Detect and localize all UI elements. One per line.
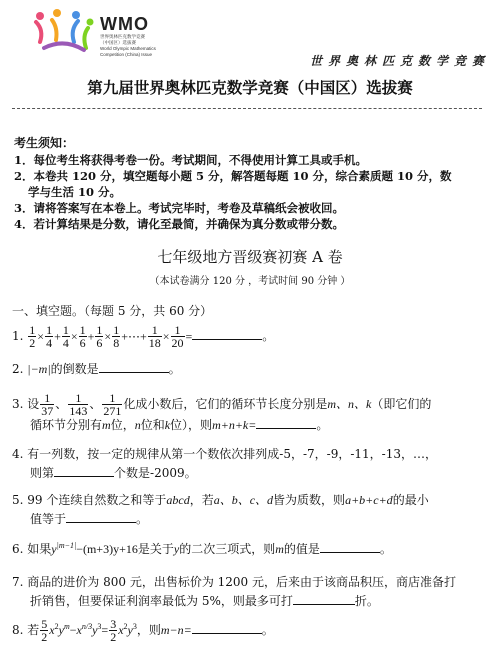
logo-caption-4: Competition (China) Issue — [100, 52, 153, 57]
answer-blank[interactable] — [192, 327, 262, 340]
answer-blank[interactable] — [99, 360, 169, 373]
question-4 — [12, 446, 437, 462]
question-5: 5. 99 个连续自然数之和等于abcd，若a、b、c、d皆为质数，则a+b+c+d的最小 — [12, 493, 429, 507]
question-7-line-2: 折销售，但要保证利润率最低为 5%，则最多可打 折。 — [30, 594, 379, 608]
notice-item-2: 2．本卷共 120 分，填空题每小题 5 分，解答题每题 10 分，综合素质题 10 分，数 — [14, 169, 452, 183]
question-number: 3. — [12, 397, 24, 411]
fraction: $\frac{1}{18}$ — [148, 323, 161, 350]
answer-blank[interactable] — [54, 464, 114, 477]
question-6: 6. 如果$y^{|m-1|}-(m+3)y+16$是关于y的二次三项式，则m的值是 。 — [12, 541, 392, 556]
fraction: $\frac{1}{6}$ — [96, 323, 103, 350]
exam-subtitle: （本试卷满分 120 分 ，考试时间 90 分钟 ） — [149, 276, 351, 287]
question-number: 6. — [12, 542, 24, 556]
question-number: 2. — [12, 362, 24, 376]
section-heading: 一、填空题。（每题 5 分，共 60 分） — [12, 304, 213, 318]
exam-title: 七年级地方晋级赛初赛 A 卷 — [157, 248, 343, 266]
question-number: 1. — [12, 329, 24, 343]
logo-caption-2: （中国区）选拔赛 — [100, 40, 136, 45]
answer-blank[interactable] — [192, 621, 262, 634]
question-number: 4. — [12, 447, 24, 461]
question-8: 8. 若 $\frac{5}{2}$ $x^2y^m-x^{n/3}y^3=$ $\frac{3}{2}$ $x^2y^3$，则m−n= 。 — [12, 617, 274, 644]
question-text: 商品的进价为 800 元，出售标价为 1200 元，后来由于该商品积压，商店准备打 — [27, 575, 456, 589]
answer-blank[interactable] — [293, 592, 355, 605]
answer-blank[interactable] — [256, 416, 316, 429]
question-2: 2. |−m|的倒数是 。 — [12, 362, 181, 376]
fraction: $\frac{5}{2}$ — [41, 617, 48, 644]
question-text: 的倒数是 — [50, 362, 99, 376]
header-slogan: 世界奥林匹克数学竞赛 — [309, 54, 490, 68]
notice-item-4: 4．若计算结果是分数，请化至最简，并确保为真分数或带分数。 — [14, 217, 344, 231]
math-expression: |−m| — [27, 362, 51, 376]
fraction: $\frac{1}{4}$ — [46, 323, 53, 350]
question-3: 3. 设 $\frac{1}{37}$ 、 $\frac{1}{143}$ 、 $\frac{1}{271}$ 化成小数后，它们的循环节长度分别是m、n、k（即它们的 — [12, 391, 432, 418]
fraction: $\frac{1}{20}$ — [171, 323, 184, 350]
fraction: $\frac{1}{2}$ — [29, 323, 36, 350]
page-title: 第九届世界奥林匹克数学竞赛（中国区）选拔赛 — [87, 80, 413, 97]
fraction: $\frac{1}{143}$ — [69, 391, 88, 418]
notice-item-1: 1．每位考生将获得考卷一份。考试期间，不得使用计算工具或手机。 — [14, 153, 367, 167]
question-number: 8. — [12, 623, 24, 637]
fraction: $\frac{1}{4}$ — [62, 323, 69, 350]
logo-wordmark: WMO — [100, 14, 149, 34]
fraction: $\frac{3}{2}$ — [110, 617, 117, 644]
logo-text-block — [100, 14, 190, 58]
logo-caption-1: 世界奥林匹克数学竞赛 — [100, 34, 145, 39]
question-number: 5. — [12, 493, 24, 507]
question-5-line-2: 值等于 。 — [30, 512, 149, 526]
question-1: 1. $\frac{1}{2}$ × $\frac{1}{4}$ + $\frac{1}{4}$ × $\frac{1}{6}$ + $\frac{1}{6}$ × $\frac{1}{8}$ +⋯+ $\frac{1}{18}$ × $\frac{1}{20}$ = 。 — [12, 323, 275, 350]
wmo-logo — [30, 8, 100, 56]
fraction: $\frac{1}{37}$ — [41, 391, 54, 418]
question-text: 有一列数，按一定的规律从第一个数依次排列成-5，-7，-9，-11，-13，…， — [27, 447, 438, 461]
fraction: $\frac{1}{8}$ — [113, 323, 120, 350]
logo-caption-3: World Olympic Mathematics — [100, 46, 156, 51]
question-4-line-2: 则第 个数是-2009。 — [30, 466, 197, 480]
fraction: $\frac{1}{271}$ — [103, 391, 122, 418]
fraction: $\frac{1}{6}$ — [79, 323, 86, 350]
answer-blank[interactable] — [320, 540, 380, 553]
dashed-divider — [12, 108, 482, 109]
notice-item-2-cont: 学与生活 10 分。 — [28, 185, 122, 199]
answer-blank[interactable] — [66, 510, 136, 523]
question-number: 7. — [12, 575, 24, 589]
notice-heading: 考生须知： — [14, 136, 75, 150]
notice-item-3: 3．请将答案写在本卷上。考试完毕时，考卷及草稿纸会被收回。 — [14, 201, 344, 215]
question-3-line-2: 循环节分别有m位，n位和k位），则m+n+k= 。 — [30, 418, 329, 432]
question-7 — [12, 574, 456, 590]
